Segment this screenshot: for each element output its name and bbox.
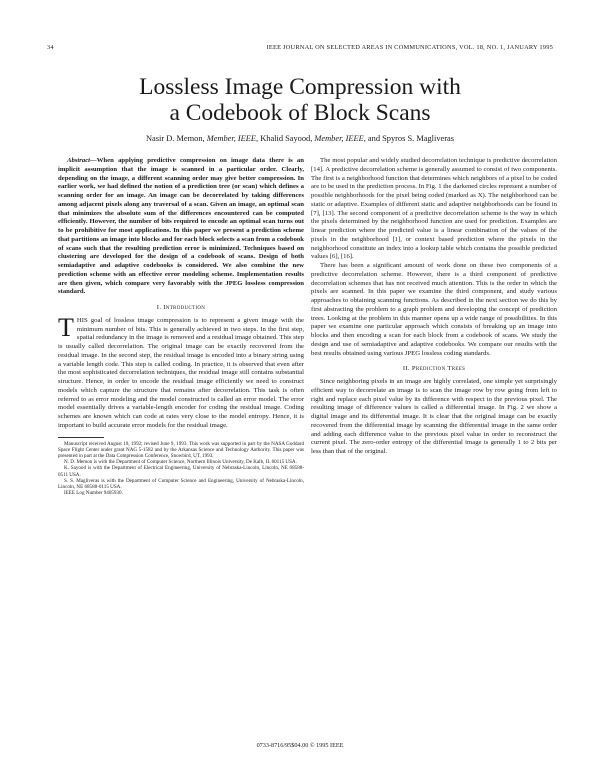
author-membership: Member, IEEE, [314, 134, 366, 143]
body-paragraph: The most popular and widely studied decorrelation technique is predictive decorrelation [14]. A predictive decorrelation scheme is generally assumed to consist of two components. The first is a neighborhood function that determines which neighbors of a pixel to be coded are to be used in the prediction process. In Fig. 1 the darkened circles represent a number of possible neighborhoods for the pixel being coded (marked as X). The neighborhood can be static or adaptive. Examples of different static and adaptive neighborhoods can be found in [7], [13]. The second component of a predictive decorrelation scheme is the way in which the pixels determined by the neighborhood function are used for prediction. Examples are linear prediction where the predicted value is a linear combination of the values of the pixels in the neighborhood [1], or context based prediction where the pixels in the neighborhood constitute an index into a lookup table which contains the possible predicted values [6], [16]. [311, 157, 557, 261]
abstract-label: Abstract— [67, 157, 97, 164]
author-name: Nasir D. Memon, [146, 134, 205, 143]
copyright-code: 0733-8716/95$04.00 © 1995 IEEE [256, 742, 344, 749]
right-column [311, 157, 557, 457]
journal-name: IEEE JOURNAL ON SELECTED AREAS IN COMMUNICATIONS, VOL. 18, NO. 1, JANUARY 1995 [266, 44, 553, 51]
intro-paragraph [58, 312, 304, 431]
section-heading-introduction: I. Introduction [156, 304, 206, 311]
footnote-rule [58, 437, 104, 438]
footnote-affiliation: S. S. Magliveras is with the Department of Computer Science and Engineering, University of Nebraska-Lincoln, Lincoln, NE 68588-0115 USA. [58, 477, 304, 490]
body-paragraph: Since neighboring pixels in an image are highly correlated, one simple yet surprisingly efficient way to decorrelate an image is to scan the image row by row going from left to right and replace each pixel value by its difference with respect to the previous pixel. The resulting image of difference values is called a differential image. In Fig. 2 we show a digital image and its differential image. It is clear that the original image can be exactly recovered from the differential image by scanning the differential image in the same order and adding each difference value to the previous pixel value in order to reconstruct the current pixel. The zero-order entropy of the differential image is generally 1 to 2 bits per less than that of the original. [311, 378, 557, 455]
footnote-affiliation: N. D. Memon is with the Department of Computer Science, Northern Illinois University, De Kalb, IL 60115 USA. [64, 459, 297, 466]
body-paragraph: There has been a significant amount of work done on these two components of a predictive decorrelation scheme. However, there is a third component of predictive decorrelation schemes that has not received much attention. This is the order in which the pixels are scanned. In this paper we examine the third component, and study various approaches to obtaining scanning functions. As described in the next section we do this by first abstracting the problem to a graph problem and developing the concept of prediction trees. Looking at the problem in this manner opens up a wide range of possibilities. In this paper we examine one particular approach which consists of breaking up an image into blocks and then encoding a scan for each block from a codebook of scans. We study the design and use of semiadaptive and adaptive codebooks. We compare our results with the best results obtained using various JPEG lossless coding standards. [311, 262, 557, 357]
abstract [58, 157, 304, 297]
title-line-1: Lossless Image Compression with [139, 74, 461, 100]
footnote-affiliation: K. Sayood is with the Department of Electrical Engineering, University of Nebraska-Lincoln, Lincoln, NE 68588-0511 USA. [58, 465, 304, 478]
section-heading-prediction-trees: II. Prediction Trees [402, 365, 466, 373]
author-name: Khalid Sayood, [260, 134, 313, 143]
title-line-2: a Codebook of Block Scans [169, 100, 431, 126]
drop-cap: T [58, 312, 74, 342]
paper-title [40, 74, 560, 126]
author-line [40, 133, 560, 144]
intro-text: HIS goal of lossless image compression is to represent a given image with the minimum number of bits. This is generally achieved in two steps. In the first step, spatial redundancy in the image is removed and a residual image obtained. This step is usually called decorrelation. The original image can be exactly recovered from the residual image. In the second step, the residual image is encoded into a binary string using a variable length code. This step is called coding. In practice, it is observed that even after the most sophisticated decorrelation techniques, the residual image still contains substantial structure. Hence, in order to encode the residual image efficiently we need to construct models which capture the structure that remains after decorrelation. This task is often referred to as error modeling and the model constructed is called an error model. The error model essentially drives a variable-length encoder for coding the residual image. Coding schemes are known which can code at rates very close to the model entropy. Hence, it is important to build accurate error models for the residual image. [58, 316, 304, 429]
footnote-log-number: IEEE Log Number 9405930. [64, 490, 123, 497]
page-number: 34 [47, 44, 54, 51]
author-name: Spyros S. Magliveras [382, 134, 454, 143]
footnotes [58, 441, 304, 497]
running-head [47, 44, 553, 56]
footnote-manuscript: Manuscript received August 10, 1992; revised June 9, 1993. This work was supported in part by the NASA Goddard Space Flight Center under grant NAG 5-1582 and by the Arkansas Science and Technology Authority. This paper was presented in part at the Data Compression Conference, Snowbird, UT, 1993. [58, 440, 304, 459]
author-membership: Member, IEEE, [206, 134, 259, 143]
abstract-text: When applying predictive compression on image data there is an implicit assumption that the image is scanned in a particular order. Clearly, depending on the image, a different scanning order may give better compression. In earlier work, we had defined the notion of a prediction tree (or scan) which defines a scanning order for an image. An image can be decorrelated by taking differences among adjacent pixels along any traversal of a scan. Given an image, an optimal scan that minimizes the absolute sum of the differences encountered can be computed efficiently. However, the number of bits required to encode an optimal scan turns out to be prohibitive for most applications. In this paper we present a prediction scheme that partitions an image into blocks and for each block selects a scan from a codebook of scans such that the resulting prediction error is minimized. Techniques based on clustering are developed for the design of a codebook of scans. Design of both semiadaptive and adaptive codebooks is considered. We also combine the new prediction scheme with an effective error modeling scheme. Implementation results are then given, which compare very favorably with the JPEG lossless compression standard. [58, 157, 304, 296]
author-conjunction: and [367, 134, 381, 143]
left-column [58, 157, 304, 496]
